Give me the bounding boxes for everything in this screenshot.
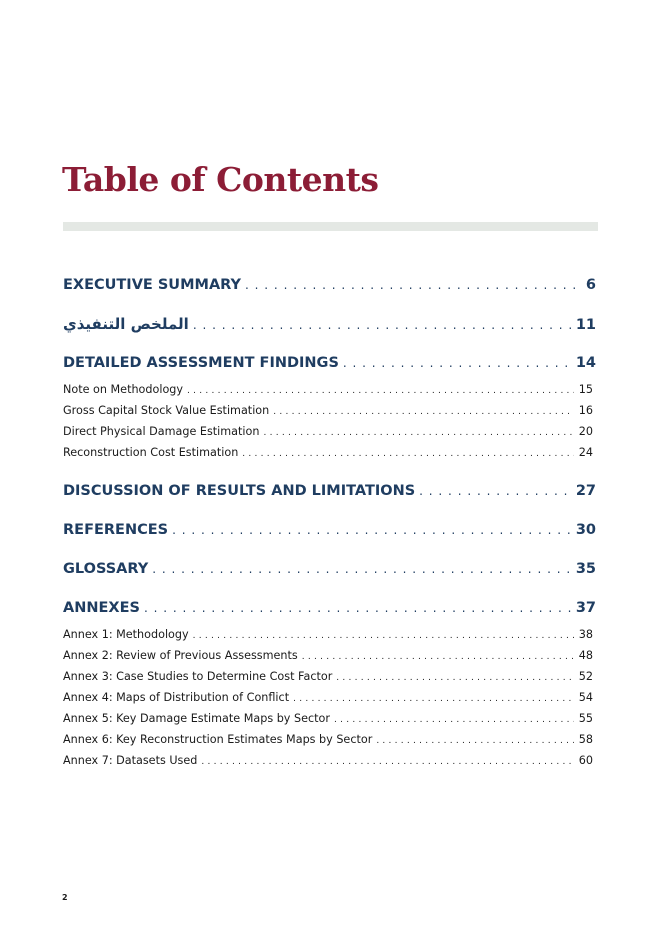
toc-entry-label: DISCUSSION OF RESULTS AND LIMITATIONS [63,483,416,499]
toc-subentry-label: Annex 5: Key Damage Estimate Maps by Sector [63,712,330,725]
dot-leader [336,668,573,687]
dot-leader [334,710,574,729]
toc-subentry-label: Annex 3: Case Studies to Determine Cost Factor [63,670,333,683]
toc-subsection-list [63,379,596,463]
toc-entry-detailed-findings[interactable] [63,351,596,375]
dot-leader [263,423,573,442]
dot-leader [201,752,573,771]
dot-leader [172,518,571,542]
toc-subentry[interactable] [63,400,596,421]
toc-subentry-page: 52 [578,670,593,683]
toc-subentry-label: Gross Capital Stock Value Estimation [63,404,270,417]
toc-entry-annexes[interactable] [63,596,596,620]
toc-subentry[interactable] [63,379,596,400]
dot-leader [273,402,574,421]
dot-leader [193,313,571,336]
toc-subentry[interactable] [63,421,596,442]
toc-entry-discussion[interactable] [63,479,596,503]
toc-subentry[interactable] [63,624,596,645]
toc-subentry-label: Annex 2: Review of Previous Assessments [63,649,298,662]
dot-leader [242,444,573,463]
toc-subentry-label: Annex 4: Maps of Distribution of Conflict [63,691,290,704]
dot-leader [245,273,581,297]
toc-entry-label: ANNEXES [63,600,140,616]
toc-subentry-page: 55 [578,712,593,725]
toc-subentry-label: Note on Methodology [63,383,184,396]
dot-leader [293,689,574,708]
toc-entry-label: DETAILED ASSESSMENT FINDINGS [63,355,339,371]
toc-subentry-page: 48 [578,649,593,662]
toc-entry-page: 27 [575,483,596,499]
toc-subentry[interactable] [63,729,596,750]
toc-annex-list [63,624,596,771]
toc-subentry[interactable] [63,687,596,708]
toc-subentry[interactable] [63,750,596,771]
toc-entry-page: 11 [575,317,596,333]
dot-leader [376,731,573,750]
toc-subentry-page: 24 [578,446,593,459]
toc-entry-page: 37 [575,600,596,616]
dot-leader [419,479,571,503]
toc-subentry[interactable] [63,645,596,666]
dot-leader [152,557,571,581]
toc-entry-label: EXECUTIVE SUMMARY [63,277,242,293]
toc-entry-references[interactable] [63,518,596,542]
page-number: 2 [62,893,68,902]
toc-subentry-label: Annex 7: Datasets Used [63,754,198,767]
page-title: Table of Contents [62,160,379,199]
toc-subentry-label: Direct Physical Damage Estimation [63,425,260,438]
toc-subentry-page: 16 [578,404,593,417]
toc-subentry-page: 15 [578,383,593,396]
dot-leader [144,596,571,620]
toc-subentry[interactable] [63,708,596,729]
table-of-contents [63,273,596,787]
toc-subentry-label: Annex 6: Key Reconstruction Estimates Maps by Sector [63,733,373,746]
toc-entry-executive-summary[interactable] [63,273,596,297]
toc-subentry-page: 60 [578,754,593,767]
toc-subentry[interactable] [63,442,596,463]
dot-leader [343,351,571,375]
toc-entry-arabic-executive-summary[interactable] [63,312,596,336]
toc-entry-glossary[interactable] [63,557,596,581]
toc-entry-label: الملخص التنفيذي [63,315,189,333]
toc-entry-label: REFERENCES [63,522,169,538]
toc-subentry-page: 20 [578,425,593,438]
toc-entry-page: 14 [575,355,596,371]
dot-leader [187,381,574,400]
toc-entry-page: 6 [585,277,596,293]
toc-subentry-page: 54 [578,691,593,704]
toc-subentry[interactable] [63,666,596,687]
dot-leader [302,647,574,666]
toc-subentry-page: 58 [578,733,593,746]
toc-subentry-page: 38 [578,628,593,641]
title-divider [63,222,598,231]
toc-subentry-label: Reconstruction Cost Estimation [63,446,239,459]
toc-entry-page: 35 [575,561,596,577]
toc-entry-label: GLOSSARY [63,561,149,577]
dot-leader [193,626,574,645]
toc-entry-page: 30 [575,522,596,538]
toc-subentry-label: Annex 1: Methodology [63,628,189,641]
